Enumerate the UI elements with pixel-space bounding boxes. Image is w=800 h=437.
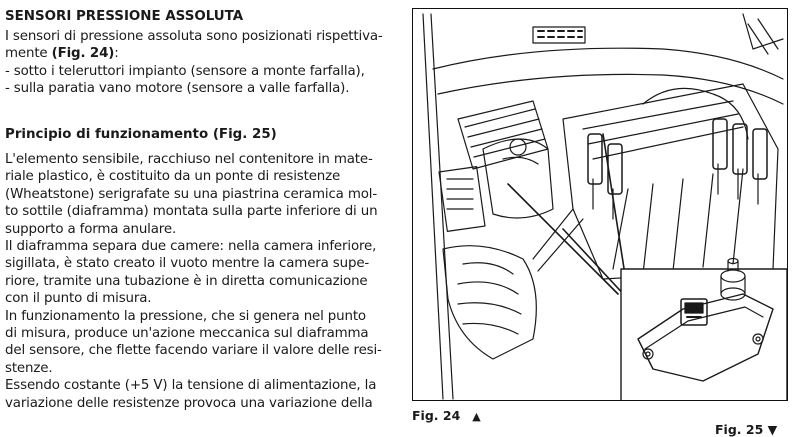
body-paragraph	[5, 151, 398, 412]
engine-bay-illustration	[412, 8, 788, 401]
air-intake-hose	[443, 209, 583, 359]
body-line: supporto a forma anulare.	[5, 221, 177, 237]
intro-line-2	[5, 45, 397, 62]
relay-box	[439, 101, 548, 231]
body-line: sigillata, è stato creato il vuoto mentre la camera supe-	[5, 256, 370, 272]
body-line: riale plastico, è costituito da un ponte di resistenze	[5, 169, 341, 185]
body-line: stenze.	[5, 360, 53, 376]
body-line: di misura, produce un'azione meccanica sul diaframma	[5, 326, 369, 342]
figure-caption-24	[412, 408, 481, 423]
body-line: (Wheatstone) serigrafate su una piastrina ceramica mol-	[5, 186, 378, 202]
body-line: L'elemento sensibile, racchiuso nel contenitore in mate-	[5, 152, 373, 167]
body-line: riore, tramite una tubazione è in diretta comunicazione	[5, 273, 368, 289]
sensor-detail-inset	[621, 259, 787, 402]
body-line: con il punto di misura.	[5, 291, 152, 307]
bullet-item: - sotto i teleruttori impianto (sensore a monte farfalla),	[5, 63, 365, 79]
body-line: In funzionamento la pressione, che si genera nel punto	[5, 308, 366, 324]
intro-line-1: I sensori di pressione assoluta sono posizionati rispettiva-	[5, 29, 383, 44]
intro-line-2-suffix: :	[114, 46, 119, 62]
body-line: Essendo costante (+5 V) la tensione di alimentazione, la	[5, 378, 377, 394]
section-title-principio: Principio di funzionamento (Fig. 25)	[5, 127, 277, 142]
section-title-sensori: SENSORI PRESSIONE ASSOLUTA	[5, 9, 244, 24]
intro-paragraph	[5, 28, 397, 98]
text-column	[5, 0, 400, 430]
up-arrow-icon: ▲	[472, 410, 481, 423]
figure-caption-next-label: Fig. 25	[715, 422, 764, 437]
engine-block	[563, 84, 778, 279]
body-line: Il diaframma separa due camere: nella camera inferiore,	[5, 239, 377, 255]
body-line: to sottile (diaframma) montata sulla parte inferiore di un	[5, 204, 378, 220]
intro-line-2-prefix: mente	[5, 46, 52, 62]
down-arrow-icon: ▼	[767, 422, 778, 437]
figure-reference-24: (Fig. 24)	[51, 46, 115, 62]
body-line: variazione delle resistenze provoca una variazione della	[5, 395, 373, 411]
bullet-item: - sulla paratia vano motore (sensore a valle farfalla).	[5, 81, 350, 97]
figure-caption-label: Fig. 24	[412, 408, 461, 423]
body-line: del sensore, che flette facendo variare il valore delle resi-	[5, 343, 382, 359]
